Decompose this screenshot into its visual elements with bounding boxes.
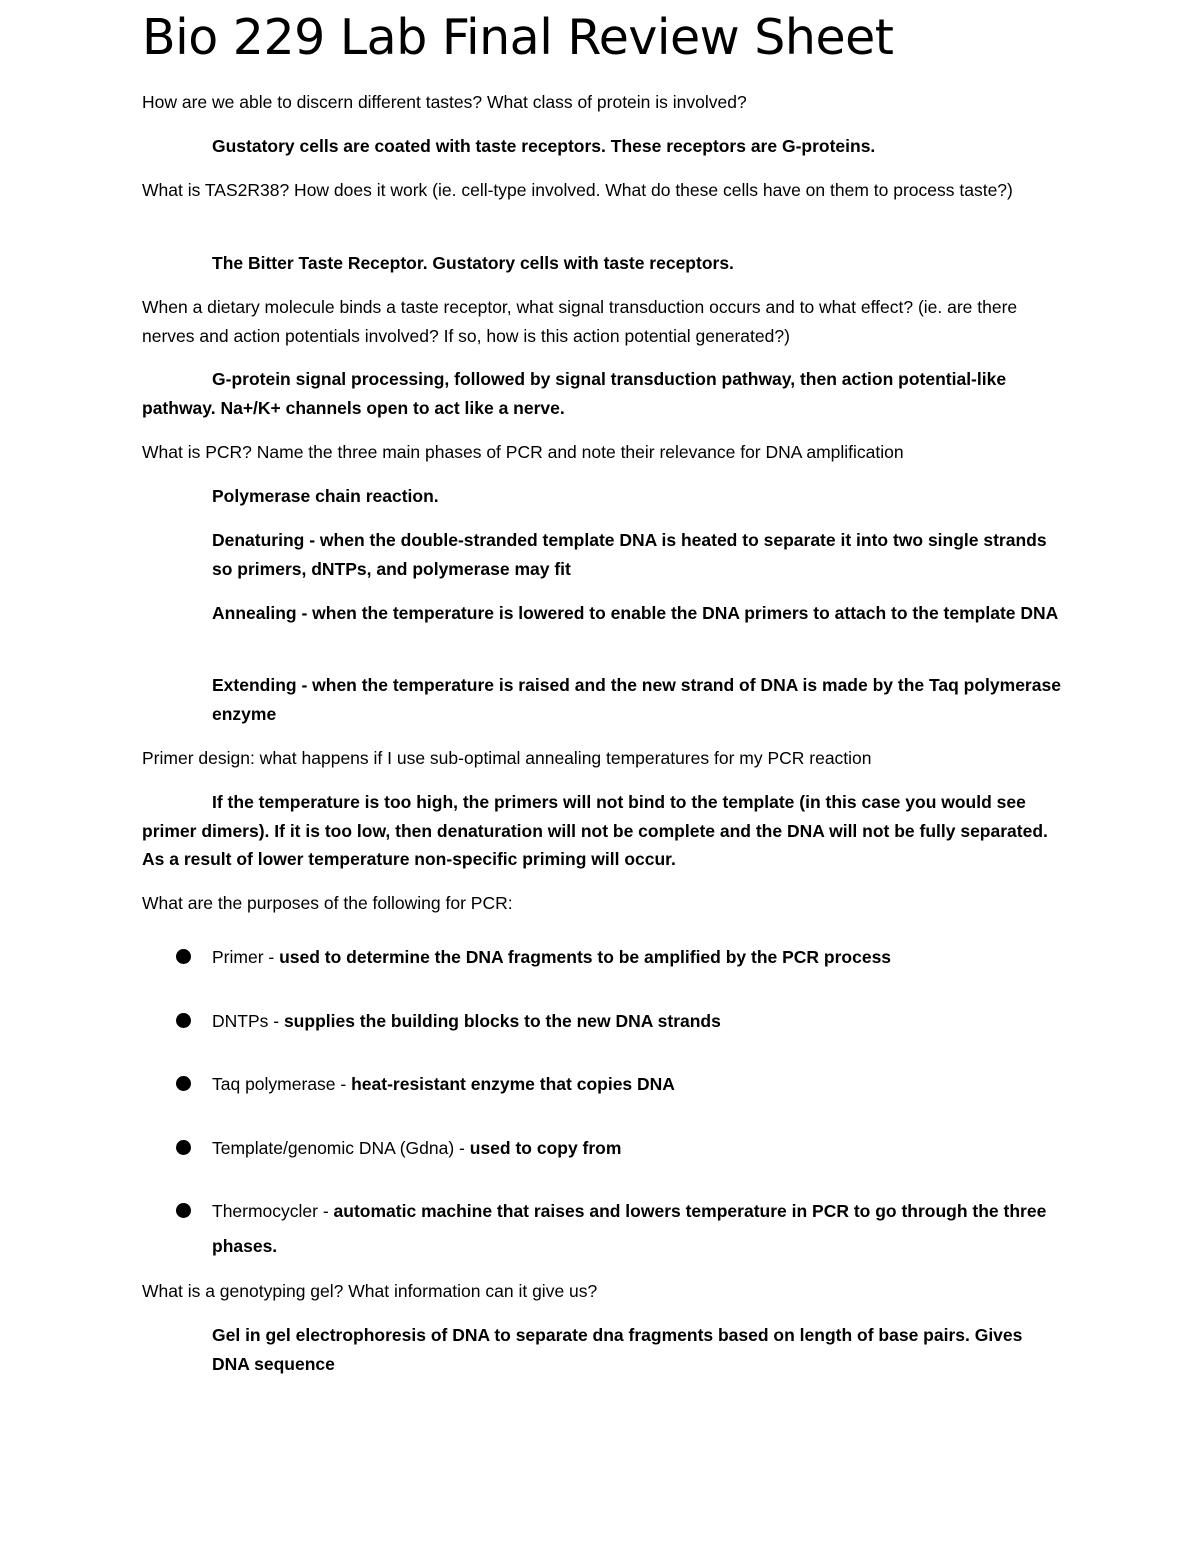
question-tas2r38: What is TAS2R38? How does it work (ie. cell-type involved. What do these cells have on them to process taste?) xyxy=(142,180,1013,200)
bullet-definition: used to copy from xyxy=(469,1138,622,1158)
list-item xyxy=(176,1004,1066,1039)
bullet-icon xyxy=(176,1076,191,1091)
bullet-definition: used to determine the DNA fragments to be amplified by the PCR process xyxy=(279,947,892,967)
list-item xyxy=(176,940,1066,975)
question-signal-transduction: When a dietary molecule binds a taste receptor, what signal transduction occurs and to what effect? (ie. are there nerves and action potentials involved? If so, how is this action potential generated?) xyxy=(142,297,1018,346)
bullet-definition: heat-resistant enzyme that copies DNA xyxy=(351,1074,675,1094)
bullet-definition: automatic machine that raises and lowers temperature in PCR to go through the three phases. xyxy=(212,1201,1047,1256)
bullet-icon xyxy=(176,1203,191,1218)
answer-pcr-definition: Polymerase chain reaction. xyxy=(212,486,439,506)
answer-pcr-denaturing: Denaturing - when the double-stranded template DNA is heated to separate it into two single strands so primers, dNTPs, and polymerase may fit xyxy=(212,530,1047,579)
bullet-term: Taq polymerase - xyxy=(212,1074,352,1094)
answer-pcr-extending: Extending - when the temperature is raised and the new strand of DNA is made by the Taq polymerase enzyme xyxy=(212,675,1061,724)
answer-genotyping-gel: Gel in gel electrophoresis of DNA to separate dna fragments based on length of base pairs. Gives DNA sequence xyxy=(212,1325,1023,1374)
question-taste: How are we able to discern different tastes? What class of protein is involved? xyxy=(142,92,747,112)
bullet-term: Thermocycler - xyxy=(212,1201,334,1221)
bullet-icon xyxy=(176,1140,191,1155)
list-item xyxy=(176,1067,1066,1102)
answer-primer-design: If the temperature is too high, the primers will not bind to the template (in this case you would see primer dimers). If it is too low, then denaturation will not be complete and the DNA will not be fully separated. As a result of lower temperature non-specific priming will occur. xyxy=(142,792,1048,869)
bullet-term: DNTPs - xyxy=(212,1011,284,1031)
page-title: Bio 229 Lab Final Review Sheet xyxy=(142,9,894,66)
bullet-icon xyxy=(176,949,191,964)
answer-pcr-annealing: Annealing - when the temperature is lowered to enable the DNA primers to attach to the template DNA xyxy=(212,603,1059,623)
answer-taste: Gustatory cells are coated with taste receptors. These receptors are G-proteins. xyxy=(212,136,876,156)
bullet-term: Template/genomic DNA (Gdna) - xyxy=(212,1138,470,1158)
question-primer-design: Primer design: what happens if I use sub-optimal annealing temperatures for my PCR reaction xyxy=(142,748,872,768)
list-item xyxy=(176,1194,1066,1264)
question-pcr: What is PCR? Name the three main phases of PCR and note their relevance for DNA amplification xyxy=(142,442,904,462)
question-genotyping-gel: What is a genotyping gel? What information can it give us? xyxy=(142,1281,598,1301)
question-pcr-purposes: What are the purposes of the following for PCR: xyxy=(142,893,513,913)
bullet-term: Primer - xyxy=(212,947,280,967)
bullet-icon xyxy=(176,1013,191,1028)
answer-tas2r38: The Bitter Taste Receptor. Gustatory cells with taste receptors. xyxy=(212,253,734,273)
answer-signal-transduction: G-protein signal processing, followed by signal transduction pathway, then action potential-like pathway. Na+/K+ channels open to act like a nerve. xyxy=(142,369,1007,418)
list-item xyxy=(176,1131,1066,1166)
bullet-definition: supplies the building blocks to the new DNA strands xyxy=(283,1011,721,1031)
